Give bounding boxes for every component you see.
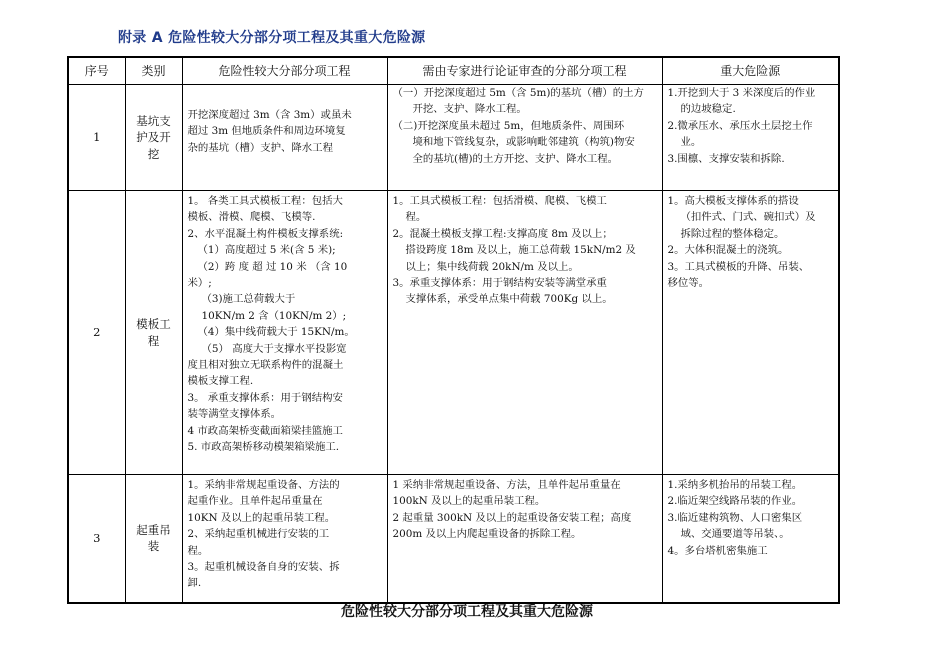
cell-line: 超过 3m 但地质条件和周边环境复 bbox=[187, 125, 346, 138]
cell-line: 2、水平混凝土构件模板支撑系统: bbox=[187, 227, 344, 240]
cell-line: 开挖、支护、降水工程。 bbox=[412, 103, 527, 116]
cell-line: 3。工具式模板的升降、吊装、 bbox=[667, 260, 810, 273]
cell-line: 2.微承压水、承压水土层挖土作 bbox=[667, 119, 813, 132]
cell-line: 程。 bbox=[405, 211, 427, 224]
cell-line: 开挖深度超过 3m（含 3m）或虽未 bbox=[187, 109, 352, 121]
cell-line: 程。 bbox=[187, 544, 209, 557]
cell-line: 起重作业。且单件起吊重量在 bbox=[187, 495, 323, 508]
cell-line: 境和地下管线复杂，或影响毗邻建筑（构筑)物安 bbox=[412, 136, 635, 149]
cell-line: 2。混凝土模板支撑工程:支撑高度 8m 及以上； bbox=[392, 227, 613, 240]
table-row bbox=[68, 85, 839, 191]
cell-line: （5） 高度大于支撑水平投影宽 bbox=[201, 342, 347, 355]
cell-line: 移位等。 bbox=[667, 277, 710, 290]
row-number: 3 bbox=[68, 475, 125, 603]
cell-line: 200m 及以上内爬起重设备的拆除工程。 bbox=[392, 528, 582, 541]
cell-line: 模板支撑工程. bbox=[187, 375, 254, 388]
cell-line: 搭设跨度 18m 及以上，施工总荷载 15kN/m2 及 bbox=[405, 244, 636, 257]
hazards-cell bbox=[662, 191, 839, 475]
cell-line: 5. 市政高架桥移动模架箱梁施工. bbox=[187, 441, 340, 454]
cell-line: 米）; bbox=[187, 277, 212, 290]
cell-line: （4）集中线荷载大于 15KN/m。 bbox=[197, 326, 355, 339]
works-cell bbox=[182, 475, 387, 603]
row-number: 1 bbox=[68, 85, 125, 191]
cell-line: （3)施工总荷载大于 bbox=[201, 293, 296, 306]
row-category: 模板工程 bbox=[125, 191, 182, 475]
cell-line: （二)开挖深度虽未超过 5m，但地质条件、周围环 bbox=[392, 119, 625, 132]
row-category: 起重吊装 bbox=[125, 475, 182, 603]
table-row bbox=[68, 475, 839, 603]
cell-line: 1.开挖到大于 3 米深度后的作业 bbox=[667, 87, 816, 99]
cell-line: 1。 各类工具式模板工程：包括大 bbox=[187, 195, 343, 207]
cell-line: 域、交通要道等吊装、。 bbox=[680, 528, 790, 541]
cell-line: 业。 bbox=[680, 136, 702, 149]
row-category: 基坑支护及开挖 bbox=[125, 85, 182, 191]
header-expert: 需由专家进行论证审查的分部分项工程 bbox=[387, 57, 662, 85]
cell-line: 1。高大模板支撑体系的搭设 bbox=[667, 195, 799, 207]
hazard-table bbox=[67, 56, 840, 604]
cell-line: 10KN 及以上的起重吊装工程。 bbox=[187, 511, 336, 524]
header-hazards: 重大危险源 bbox=[662, 57, 839, 85]
cell-line: 3.围檩、支撑安装和拆除. bbox=[667, 152, 785, 165]
cell-line: 2。大体积混凝土的浇筑。 bbox=[667, 244, 789, 257]
cell-line: 1。采纳非常规起重设备、方法的 bbox=[187, 479, 340, 491]
cell-line: 4 市政高架桥变截面箱梁挂篮施工 bbox=[187, 424, 343, 437]
cell-line: 2、采纳起重机械进行安装的工 bbox=[187, 528, 330, 541]
cell-line: （1）高度超过 5 米(含 5 米); bbox=[197, 244, 336, 257]
cell-line: 1。工具式模板工程：包括滑模、爬模、飞模工 bbox=[392, 195, 607, 207]
cell-line: 3。 承重支撑体系：用于钢结构安 bbox=[187, 391, 343, 404]
table-caption bbox=[0, 601, 950, 621]
cell-line: 3.临近建构筑物、人口密集区 bbox=[667, 511, 803, 524]
cell-line: （2）跨 度 超 过 10 米 （含 10 bbox=[197, 260, 348, 273]
cell-line: 3。起重机械设备自身的安装、拆 bbox=[187, 561, 340, 574]
expert-cell bbox=[387, 475, 662, 603]
hazards-cell bbox=[662, 475, 839, 603]
expert-cell bbox=[387, 85, 662, 191]
cell-line: 模板、滑模、爬模、飞模等. bbox=[187, 211, 316, 224]
expert-cell bbox=[387, 191, 662, 475]
cell-line: 拆除过程的整体稳定。 bbox=[680, 227, 785, 240]
table-header-row bbox=[68, 57, 839, 85]
hazards-cell bbox=[662, 85, 839, 191]
cell-line: 装等满堂支撑体系。 bbox=[187, 408, 282, 421]
appendix-title: 附录 A 危险性较大分部分项工程及其重大危险源 bbox=[118, 30, 426, 46]
works-cell bbox=[182, 85, 387, 191]
works-cell bbox=[182, 191, 387, 475]
row-number: 2 bbox=[68, 191, 125, 475]
cell-line: 3。承重支撑体系：用于钢结构安装等满堂承重 bbox=[392, 277, 607, 290]
caption-text: 危险性较大分部分项工程及其重大危险源 bbox=[341, 604, 593, 620]
cell-line: 支撑体系，承受单点集中荷载 700Kg 以上。 bbox=[405, 293, 613, 306]
cell-line: 杂的基坑（槽）支护、降水工程 bbox=[187, 141, 333, 154]
cell-line: 度且相对独立无联系构件的混凝土 bbox=[187, 359, 344, 372]
cell-line: 1.采纳多机抬吊的吊装工程。 bbox=[667, 479, 803, 491]
header-works: 危险性较大分部分项工程 bbox=[182, 57, 387, 85]
cell-line: 全的基坑(槽)的土方开挖、支护、降水工程。 bbox=[412, 152, 619, 165]
cell-line: 2.临近架空线路吊装的作业。 bbox=[667, 495, 803, 508]
header-category: 类别 bbox=[125, 57, 182, 85]
cell-line: （扣件式、门式、碗扣式）及 bbox=[680, 211, 816, 224]
cell-line: （一）开挖深度超过 5m（含 5m)的基坑（槽）的土方 bbox=[392, 87, 644, 99]
cell-line: 1 采纳非常规起重设备、方法，且单件起吊重量在 bbox=[392, 479, 621, 491]
header-seq: 序号 bbox=[68, 57, 125, 85]
cell-line: 10KN/m 2 含（10KN/m 2）; bbox=[201, 309, 347, 322]
cell-line: 4。多台塔机密集施工 bbox=[667, 544, 768, 557]
cell-line: 100kN 及以上的起重吊装工程。 bbox=[392, 495, 546, 508]
table-row bbox=[68, 191, 839, 475]
cell-line: 的边坡稳定. bbox=[680, 103, 736, 116]
cell-line: 以上；集中线荷载 20kN/m 及以上。 bbox=[405, 260, 579, 273]
cell-line: 2 起重量 300kN 及以上的起重设备安装工程；高度 bbox=[392, 511, 632, 524]
cell-line: 卸. bbox=[187, 577, 202, 590]
